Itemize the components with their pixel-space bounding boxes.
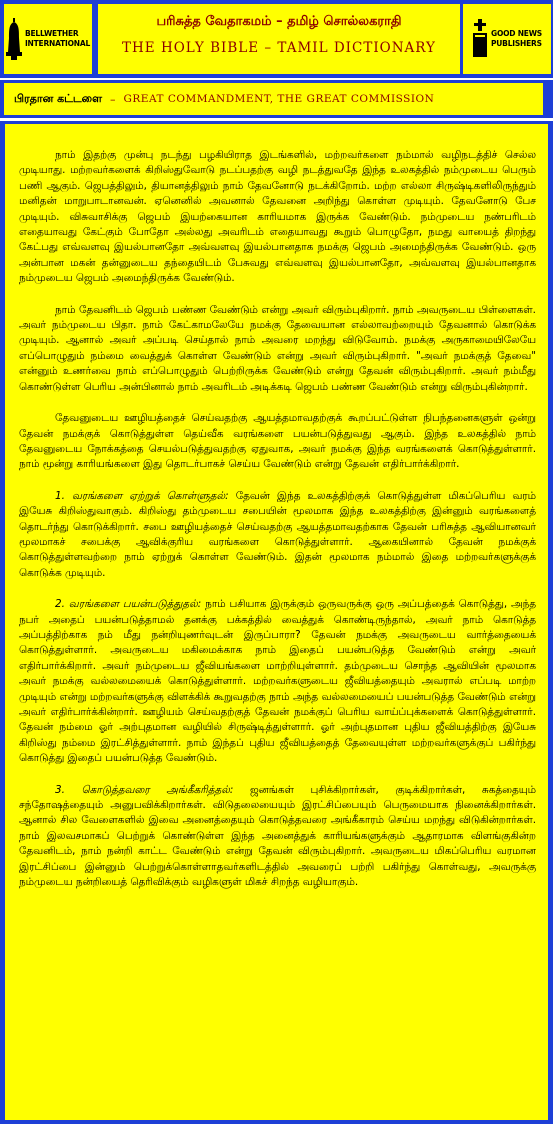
paragraph — [19, 411, 536, 473]
paragraph-lead: 2. வரங்களை பயன்படுத்துதல்: — [55, 598, 202, 611]
title-box — [98, 4, 460, 74]
logo-left-line2: INTERNATIONAL — [24, 39, 91, 48]
paragraph-text: ஜனங்கள் புசிக்கிறார்கள், குடிக்கிறார்கள், சுகத்தையும் சந்தோஷத்தையும் அனுபவிக்கிறார்கள். விடுதலையையும் இரட்சிப்பையும் பெருமையாக நினைக்கிறார்கள். ஆனால் சில வேளைகளில் இவை அனைத்தையும் கொடுத்தவரை அங்கீகாரம் செய்ய மறந்து விடுகின்றார்கள். நாம் இலவசமாகப் பெற்றுக் கொண்டுள்ள இந்த அனைத்துக் காரியங்களுக்கும் ஆதாரமாக விளங்குகின்ற தேவனிடம், நாம் நன்றி காட்ட வேண்டும் என்று தேவன் விரும்புகிறார். அவருடைய மிகப்பெரிய வரமான இரட்சிப்பை இன்னும் பெற்றுக்கொள்ளாதவர்களிடத்தில் அவரைப் பற்றி பகிர்ந்து கொள்வது, அவருக்கு நம்முடைய நன்றியைத் தெரிவிக்கும் வழிகளுள் மிகச் சிறந்த வழியாகும். — [19, 783, 536, 889]
content-box — [5, 124, 548, 1120]
paragraph — [19, 148, 536, 287]
title-tamil: பரிசுத்த வேதாகமம் – தமிழ் சொல்லகராதி — [156, 14, 402, 29]
paragraph-text: நாம் இதற்கு முன்பு நடந்து பழகியிராத இடங்களில், மற்றவர்களை நம்மால் வழிநடத்திச் செல்ல முடியாது. மற்றவர்களைக் கிறிஸ்துவோடு நடப்பதற்கு வழி நடத்துவதே இந்த உலகத்தில் நம்முடைய பெரும் பணி ஆகும். ஜெபத்திலும், தியானத்திலும் நாம் தேவனோடு நடக்கிறோம். மற்ற எல்லா சிருஷ்டிகளிலிருந்தும் மனிதன் மாறுபாடானவன். ஏனெனில் அவனால் தேவனை அறிந்து கொள்ள முடியும். தேவனோடு பேச முடியும். விசுவாசிக்கு ஜெபம் இயற்கையான காரியமாக இருக்க வேண்டும். நம்முடைய நண்பரிடம் எதையாவது கேட்கும் போதோ அல்லது அவரிடம் எதையாவது கூறும் பொழுதோ, நமது வாயைத் திறந்து கேட்பது எவ்வளவு இயல்பானதோ அவ்வளவு இயல்பானதாக நமக்கு ஜெபம் அமைந்திருக்க வேண்டும். ஒரு அன்பான மகன் தன்னுடைய தந்தையிடம் பேசுவது எவ்வளவு இயல்பானதோ, அவ்வளவு இயல்பானதாக நம்முடைய ஜெபம் அமைந்திருக்க வேண்டும். — [19, 149, 536, 285]
paragraph — [19, 489, 536, 581]
paragraph-text: நாம் தேவனிடம் ஜெபம் பண்ண வேண்டும் என்று அவர் விரும்புகிறார். நாம் அவருடைய பிள்ளைகள். அவர் நம்முடைய பிதா. நாம் கேட்காமலேயே நமக்கு தேவையான எல்லாவற்றையும் தேவனால் கொடுக்க முடியும். ஆனால் அவர் அப்படி செய்தால் நாம் அவரை மறந்து விடுவோம். நமக்கு அருகாமையிலேயே எப்பொழுதும் நம்மை வைத்துக் கொள்ள வேண்டும் என்று அவர் விரும்புகிறார். "அவர் நமக்குத் தேவை" என்னும் உணர்வை நாம் எப்பொழுதும் பெற்றிருக்க வேண்டும் என்று தேவன் விரும்புகிறார். அவர் நம்மீது கொண்டுள்ள பெரிய அன்பினால் நாம் அவரிடம் அடிக்கடி ஜெபம் பண்ண வேண்டும் என்று விரும்புகின்றார். — [19, 303, 536, 393]
subheader-box — [4, 83, 543, 115]
paragraph — [19, 597, 536, 766]
paragraph-text: தேவனுடைய ஊழியத்தைச் செய்வதற்கு ஆயத்தமாவதற்குக் கூறப்பட்டுள்ள நிபந்தனைகளுள் ஒன்று தேவன் நமக்குக் கொடுத்துள்ள தெய்வீக வரங்களை பயன்படுத்துவது ஆகும். இந்த உலகத்தில் நாம் தேவனுடைய நோக்கத்தை செயல்படுத்துவதற்கு ஏதுவாக, அவர் நமக்கு இந்த வரங்களைக் கொடுத்துள்ளார். நாம் மூன்று காரியங்களை இது தொடர்பாகச் செய்ய வேண்டும் என்று தேவன் எதிர்பார்க்கிறார். — [19, 412, 536, 471]
title-english: THE HOLY BIBLE – TAMIL DICTIONARY — [122, 40, 436, 56]
book-icon — [472, 19, 488, 59]
subheader-banner — [0, 80, 553, 118]
subheader-english: GREAT COMMANDMENT, THE GREAT COMMISSION — [123, 93, 435, 105]
paragraph-lead: 1. வரங்களை ஏற்றுக் கொள்ளுதல்: — [55, 489, 229, 502]
paragraph-lead: 3. கொடுத்தவரை அங்கீகரித்தல்: — [55, 783, 234, 796]
logo-right-line2: PUBLISHERS — [490, 39, 542, 48]
logo-left-line1: BELLWETHER — [24, 29, 79, 38]
content-frame — [0, 121, 553, 1124]
subheader-tamil: பிரதான கட்டளை — [14, 91, 103, 105]
bellwether-logo — [4, 4, 92, 74]
paragraph-text: தேவன் இந்த உலகத்திற்குக் கொடுத்துள்ள மிகப்பெரிய வரம் இயேசு கிறிஸ்துவாகும். கிறிஸ்து தம்முடைய சபையின் மூலமாக இந்த உலகத்திற்கு இன்னும் வரங்களைத் தொடர்ந்து கொடுக்கிறார். சபை ஊழியத்தைச் செய்வதற்கு ஆயத்தமாவதற்காக தேவன் பரிசுத்த ஆவியானவர் மூலமாகச் சபைக்கு ஆவிக்குரிய வரங்களை கொடுத்துள்ளார். ஆகையினால் தேவன் நமக்குக் கொடுத்துள்ளவற்றை நாம் ஏற்றுக் கொள்ள வேண்டும். இதன் மூலமாக நம்மால் இதை மற்றவர்களுக்குக் கொடுக்க முடியும். — [19, 489, 537, 579]
bell-icon — [6, 18, 22, 60]
paragraph — [19, 783, 536, 891]
paragraph — [19, 303, 536, 395]
subheader-separator: – — [110, 92, 116, 106]
paragraph-text: நாம் பசியாக இருக்கும் ஒருவருக்கு ஒரு அப்பத்தைக் கொடுத்து, அந்த நபர் அதைப் பயன்படுத்தாமல் தனக்கு பக்கத்தில் வைத்துக் கொண்டிருந்தால், அவர் நாம் கொடுத்த அப்பத்திற்காக நம் மீது நன்றியுணர்வுடன் இருப்பாரா? தேவன் நமக்கு அவருடைய வார்த்தையைக் கொடுத்துள்ளார். அவருடைய மகிமைக்காக நாம் இதைப் பயன்படுத்த வேண்டும் என்று அவர் எதிர்பார்க்கிறார். அவர் நம்முடைய ஜீவியங்களை மாற்றியுள்ளார். தம்முடைய சொந்த ஆவியின் மூலமாக அவர் நமக்கு வல்லமையைக் கொடுத்துள்ளார். மற்றவர்களுடைய ஜீவியத்தையும் அவரால் எப்படி மாற்ற முடியும் என்று மற்றவர்களுக்கு விளக்கிக் கூறுவதற்கு நாம் அந்த வல்லமையைப் பயன்படுத்த வேண்டும் என்று அவர் எதிர்பார்க்கின்றார். ஊழியம் செய்வதற்குத் தேவன் நமக்குப் பெரிய வாய்ப்புக்களைக் கொடுத்துள்ளார். தேவன் நம்மை ஓர் அற்புதமான வழியில் சிருஷ்டித்துள்ளார். ஓர் அற்புதமான புதிய ஜீவியத்திற்கு இயேசு கிறிஸ்து நம்மை இரட்சித்துள்ளார். நாம் இந்தப் புதிய ஜீவியத்தைத் தேவையுள்ள மற்றவர்களுக்குப் பகிர்ந்து கொடுத்து இதைப் பயன்படுத்த வேண்டும். — [19, 598, 537, 765]
header-banner — [0, 0, 553, 78]
logo-right-line1: GOOD NEWS — [490, 29, 543, 38]
good-news-logo — [463, 4, 551, 74]
